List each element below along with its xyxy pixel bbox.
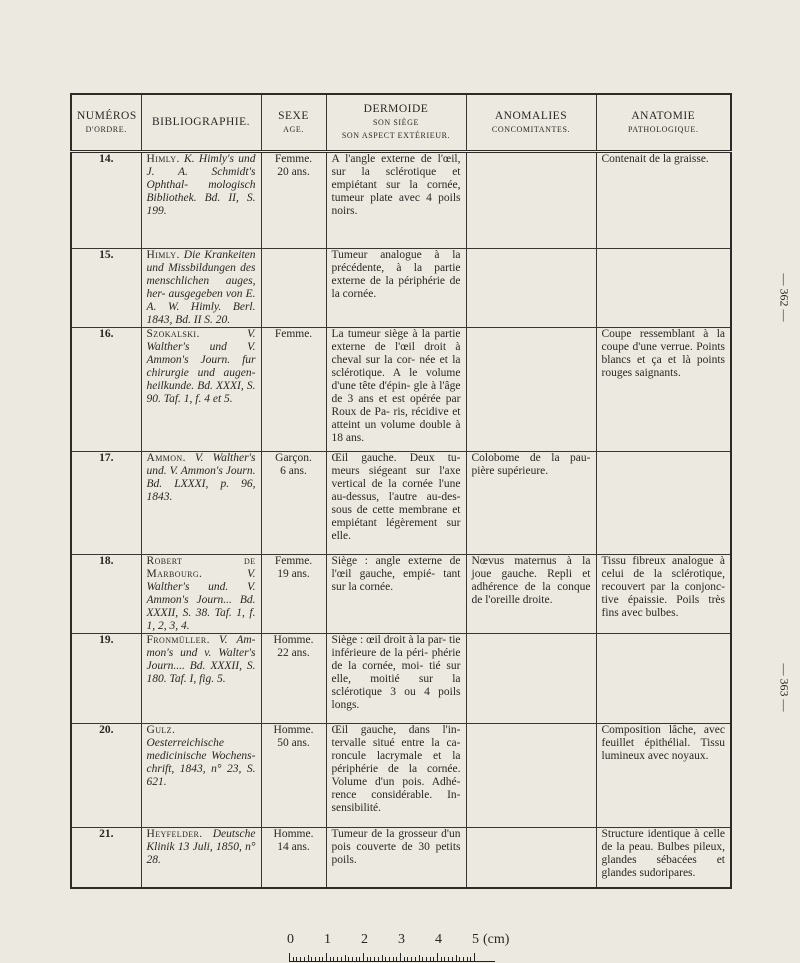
ruler-label-1: 1 (324, 932, 331, 947)
ruler-tick (437, 953, 438, 961)
ruler-tick (474, 953, 475, 961)
ruler-tick (419, 955, 420, 961)
ruler-tick (407, 957, 408, 961)
sex-age-cell (261, 249, 326, 328)
ruler-tick (378, 957, 379, 961)
ruler-tick (337, 957, 338, 961)
anomalies-cell (466, 724, 596, 828)
anatomy-cell (596, 249, 731, 328)
row-number: 19. (71, 634, 141, 724)
ruler-tick (441, 957, 442, 961)
ruler-tick (382, 955, 383, 961)
anatomy-cell (596, 634, 731, 724)
header-anatomie: ANATOMIE PATHOLOGIQUE. (596, 94, 731, 152)
ruler-tick (300, 957, 301, 961)
reference-text: V. Walther's und. V. Ammon's Journ. Bd. LXXXI, p. 96, 1843. (146, 452, 256, 503)
ruler-tick (393, 957, 394, 961)
bibliography-cell (141, 249, 261, 328)
page-number-362: — 362 — (777, 273, 792, 322)
sex-age-cell (261, 328, 326, 452)
sex: Homme. (273, 724, 314, 736)
ruler-tick (296, 957, 297, 961)
dermoid-cell: Siège : œil droit à la par- tie inférieure de la péri- phérie de la cornée, moi- tié sur elle, moitié sur la sclérotique 3 ou 4 poils longs. (326, 634, 466, 724)
table-row (71, 634, 731, 724)
ruler-tick (400, 953, 401, 961)
ruler-tick (448, 957, 449, 961)
author-name: Heyfelder. (146, 828, 203, 840)
anatomy-cell: Structure identique à celle de la peau. Bulbes pileux, glandes sébacées et glandes sudoripares. (596, 828, 731, 888)
ruler-tick (289, 953, 290, 961)
ruler-tick (415, 957, 416, 961)
table-row (71, 249, 731, 328)
row-number: 15. (71, 249, 141, 328)
ruler-tick (345, 955, 346, 961)
author-name: Ammon. (146, 452, 186, 464)
bibliography-cell (141, 152, 261, 249)
ruler-tick (385, 957, 386, 961)
reference-text: V. Am- mon's und v. Walter's Journ.... Bd. XXXII, S. 180. Taf. I, fig. 5. (146, 634, 256, 685)
ruler-ticks (289, 953, 495, 962)
ruler-tick (456, 955, 457, 961)
reference-text: Die Krankeiten und Missbildungen des menschlichen auges, her- ausgegeben von E. A. W. Himly. Berl. 1843, Bd. II S. 20. (146, 249, 256, 326)
header-sexe: SEXE AGE. (261, 94, 326, 152)
row-number: 18. (71, 555, 141, 634)
ruler-tick (370, 957, 371, 961)
sex-age-cell (261, 152, 326, 249)
dermoid-cell: Siège : angle externe de l'œil gauche, empié- tant sur la cornée. (326, 555, 466, 634)
author-name: Robert de Marbourg. (146, 555, 256, 580)
reference-text: Deutsche Klinik 13 Juli, 1850, n° 28. (146, 828, 256, 866)
sex-age-cell (261, 452, 326, 555)
ruler-tick (396, 957, 397, 961)
ruler-tick (444, 957, 445, 961)
sex: Homme. (273, 828, 314, 840)
anomalies-cell (466, 828, 596, 888)
ruler-tick (374, 957, 375, 961)
anomalies-cell: Nœvus maternus à la joue gauche. Repli et adhérence de la conque de l'oreille droite. (466, 555, 596, 634)
table-header-row (71, 94, 731, 152)
ruler-tick (304, 957, 305, 961)
bibliography-cell (141, 828, 261, 888)
dermoid-cell: Œil gauche. Deux tu- meurs siégeant sur l'axe vertical de la cornée l'une au-dessus, l'autre au-des- sous de cette membrane et empiétant légèrement sur elle. (326, 452, 466, 555)
dermoid-cell: Tumeur de la grosseur d'un pois couverte de 30 petits poils. (326, 828, 466, 888)
sex-age-cell (261, 828, 326, 888)
ruler-tick (352, 957, 353, 961)
bibliography-cell (141, 328, 261, 452)
sex: Homme. (273, 634, 314, 646)
author-name: Himly. (146, 249, 180, 261)
sex: Femme. (274, 555, 313, 567)
header-numeros: NUMÉROS D'ORDRE. (71, 94, 141, 152)
table-row (71, 152, 731, 249)
header-dermoide: DERMOIDE SON SIÈGE SON ASPECT EXTÉRIEUR. (326, 94, 466, 152)
dermoid-cell: Œil gauche, dans l'in- tervalle situé entre la ca- roncule lacrymale et la périphérie de la cornée. Volume d'un pois. Adhé- rence considérable. In- sensibilité. (326, 724, 466, 828)
anomalies-cell (466, 634, 596, 724)
bibliography-cell (141, 634, 261, 724)
anomalies-cell (466, 328, 596, 452)
ruler-tick (348, 957, 349, 961)
bibliography-cell (141, 555, 261, 634)
sex: Femme. (274, 153, 313, 165)
row-number: 16. (71, 328, 141, 452)
age: 6 ans. (280, 465, 307, 477)
dermoid-cell: A l'angle externe de l'œil, sur la sclérotique et empiétant sur la cornée, tumeur plate avec 4 poils noirs. (326, 152, 466, 249)
ruler-tick (433, 957, 434, 961)
row-number: 20. (71, 724, 141, 828)
age: 22 ans. (277, 647, 310, 659)
sex-age-cell (261, 634, 326, 724)
dermoid-table (70, 93, 732, 889)
anatomy-cell: Tissu fibreux analogue à celui de la sclérotique, recouvert par la conjonc- tive épaissie. Poils très fins avec bulbes. (596, 555, 731, 634)
sex: Femme. (274, 328, 313, 340)
table-row (71, 328, 731, 452)
ruler-tick (315, 957, 316, 961)
ruler-label-0: 0 (287, 932, 294, 947)
anatomy-cell: Contenait de la graisse. (596, 152, 731, 249)
ruler-tick (308, 955, 309, 961)
ruler-tick (311, 957, 312, 961)
sex-age-cell (261, 555, 326, 634)
ruler-label-2: 2 (361, 932, 368, 947)
ruler-tick (470, 957, 471, 961)
ruler-label-5: 5 (472, 932, 479, 947)
anatomy-cell: Composition lâche, avec feuillet épithélial. Tissu lumineux avec noyaux. (596, 724, 731, 828)
ruler-tick (341, 957, 342, 961)
ruler-tick (411, 957, 412, 961)
sex: Garçon. (275, 452, 312, 464)
ruler-label-4: 4 (435, 932, 442, 947)
ruler-tick (293, 957, 294, 961)
ruler-tick (363, 953, 364, 961)
ruler-tick (333, 957, 334, 961)
author-name: Gulz. (146, 724, 176, 736)
ruler-tick (326, 953, 327, 961)
ruler-tick (459, 957, 460, 961)
age: 14 ans. (277, 841, 310, 853)
reference-text: Oesterreichische medicinische Wochens- chrift, 1843, n° 23, S. 621. (146, 737, 256, 788)
ruler-label-3: 3 (398, 932, 405, 947)
row-number: 17. (71, 452, 141, 555)
ruler-tick (430, 957, 431, 961)
table-row (71, 724, 731, 828)
ruler-unit: (cm) (483, 932, 510, 947)
ruler-tick (467, 957, 468, 961)
author-name: Himly. (146, 153, 180, 165)
table-row (71, 452, 731, 555)
table-row (71, 555, 731, 634)
ruler-tick (322, 957, 323, 961)
ruler-tick (389, 957, 390, 961)
row-number: 21. (71, 828, 141, 888)
anatomy-cell (596, 452, 731, 555)
header-bibliographie: BIBLIOGRAPHIE. (141, 94, 261, 152)
scale-ruler (283, 932, 510, 962)
bibliography-cell (141, 724, 261, 828)
bibliography-cell (141, 452, 261, 555)
sex-age-cell (261, 724, 326, 828)
ruler-tick (319, 957, 320, 961)
ruler-tick (452, 957, 453, 961)
ruler-tick (422, 957, 423, 961)
page-number-363: — 363 — (777, 663, 792, 712)
table-row (71, 828, 731, 888)
anomalies-cell (466, 249, 596, 328)
dermoid-cell: La tumeur siège à la partie externe de l'œil droit à cheval sur la cor- née et la sclérotique. A le volume d'une tête d'épin- gle à l'âge de 3 ans et est opérée par Roux de Pa- ris, récidive et atteint un volume double à 18 ans. (326, 328, 466, 452)
reference-text: V. Walther's und. V. Ammon's Journ... Bd. XXXII, S. 38. Taf. 1, f. 1, 2, 3, 4. (146, 568, 256, 632)
age: 19 ans. (277, 568, 310, 580)
header-anomalies: ANOMALIES CONCOMITANTES. (466, 94, 596, 152)
row-number: 14. (71, 152, 141, 249)
anomalies-cell (466, 152, 596, 249)
author-name: Szokalski. (146, 328, 200, 340)
anomalies-cell: Colobome de la pau- pière supérieure. (466, 452, 596, 555)
dermoid-cell: Tumeur analogue à la précédente, à la partie externe de la périphérie de la cornée. (326, 249, 466, 328)
ruler-tick (330, 957, 331, 961)
author-name: Fronmüller. (146, 634, 210, 646)
reference-text: V. Walther's und V. Ammon's Journ. fur chirurgie und augen- heilkunde. Bd. XXXI, S. 90. Taf. 1, f. 4 et 5. (146, 328, 256, 405)
age: 50 ans. (277, 737, 310, 749)
ruler-tick (404, 957, 405, 961)
ruler-tick (359, 957, 360, 961)
age: 20 ans. (277, 166, 310, 178)
reference-text: K. Himly's und J. A. Schmidt's Ophthal- mologisch Bibliothek. Bd. II, S. 199. (146, 153, 256, 217)
ruler-tick (367, 957, 368, 961)
ruler-tick (426, 957, 427, 961)
ruler-tick (356, 957, 357, 961)
ruler-tick (463, 957, 464, 961)
anatomy-cell: Coupe ressemblant à la coupe d'une verrue. Points blancs et ça et là points rouges saignants. (596, 328, 731, 452)
